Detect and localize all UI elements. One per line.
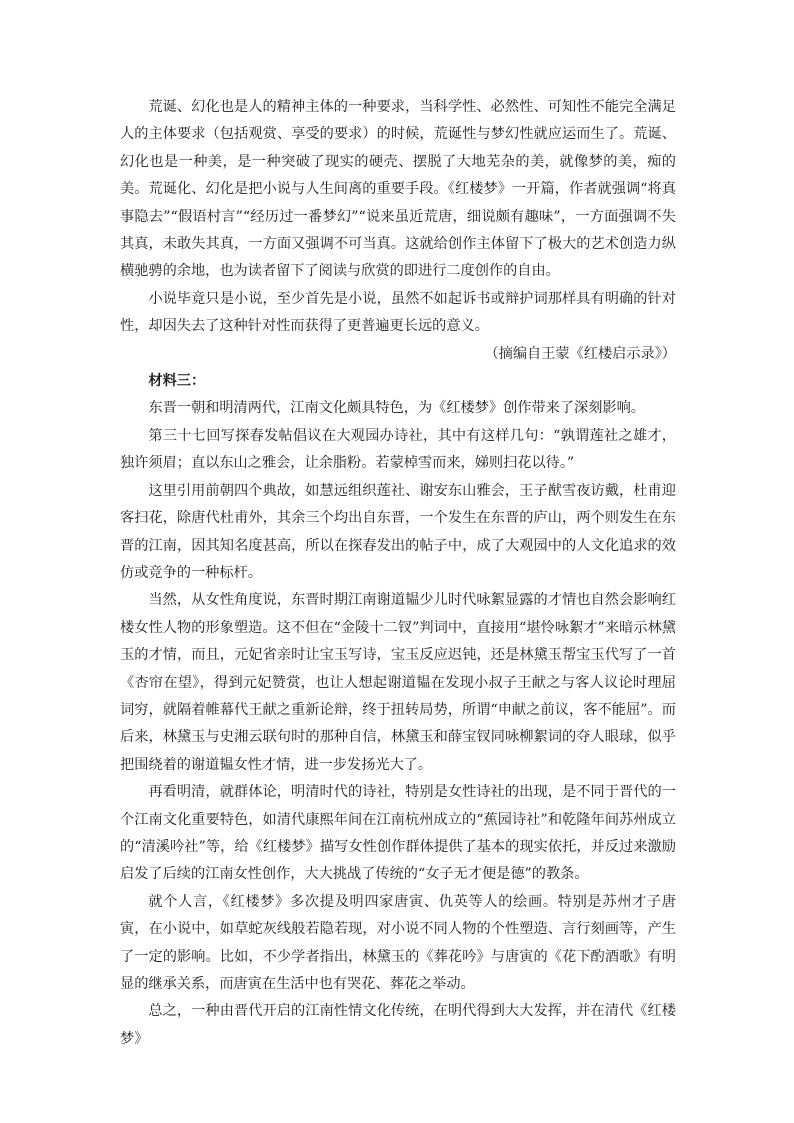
source-citation: （摘编自王蒙《红楼启示录》） <box>484 345 676 362</box>
body-paragraph: 这里引用前朝四个典故，如慧远组织莲社、谢安东山雅会，王子猷雪夜访戴，杜甫迎客扫花，除唐代杜甫外，其余三个均出自东晋，一个发生在东晋的庐山，两个则发生在东晋的江南，因其知名度甚高，所以在探春发出的帖子中，成了大观园中的人文化追求的效仿或竞争的一种标杆。 <box>120 482 676 581</box>
section-heading: 材料三： <box>148 373 206 390</box>
body-paragraph: 荒诞、幻化也是人的精神主体的一种要求，当科学性、必然性、可知性不能完全满足人的主体要求（包括观赏、享受的要求）的时候，荒诞性与梦幻性就应运而生了。荒诞、幻化也是一种美，是一种突破了现实的硬壳、摆脱了大地芜杂的美，就像梦的美，痴的美。荒诞化、幻化是把小说与人生间离的重要手段。《红楼梦》一开篇，作者就强调“将真事隐去”“假语村言”“经历过一番梦幻”“说来虽近荒唐，细说颇有趣味”，一方面强调不失其真，未敢失其真，一方面又强调不可当真。这就给创作主体留下了极大的艺术创造力纵横驰骋的余地，也为读者留下了阅读与欣赏的即进行二度创作的自由。 <box>120 99 676 280</box>
body-paragraph: 再看明清，就群体论，明清时代的诗社，特别是女性诗社的出现，是不同于晋代的一个江南文化重要特色，如清代康熙年间在江南杭州成立的“蕉园诗社”和乾隆年间苏州成立的“清溪吟社”等，给《红楼梦》描写女性创作群体提供了基本的现实依托，并反过来激励启发了后续的江南女性创作，大大挑战了传统的“女子无才便是德”的教条。 <box>120 784 676 883</box>
body-paragraph: 小说毕竟只是小说，至少首先是小说，虽然不如起诉书或辩护词那样具有明确的针对性，却因失去了这种针对性而获得了更普遍更长远的意义。 <box>120 290 676 335</box>
body-paragraph: 当然，从女性角度说，东晋时期江南谢道韫少儿时代咏絮显露的才情也自然会影响红楼女性人物的形象塑造。这不但在“金陵十二钗”判词中，直接用“堪怜咏絮才”来暗示林黛玉的才情，而且，元妃省亲时让宝玉写诗，宝玉反应迟钝，还是林黛玉帮宝玉代写了一首《杏帘在望》，得到元妃赞赏，也让人想起谢道韫在发现小叔子王献之与客人议论时理屈词穷，就隔着帷幕代王献之重新论辩，终于扭转局势，所谓“申献之前议，客不能屈”。而后来，林黛玉与史湘云联句时的那种自信，林黛玉和薛宝钗同咏柳絮词的夺人眼球，似乎把围绕着的谢道韫女性才情，进一步发扬光大了。 <box>120 592 676 773</box>
body-paragraph: 东晋一朝和明清两代，江南文化颇具特色，为《红楼梦》创作带来了深刻影响。 <box>148 400 645 417</box>
document-page <box>120 94 676 1053</box>
body-paragraph: 第三十七回写探春发帖倡议在大观园办诗社，其中有这样几句：“孰谓莲社之雄才，独许须眉；直以东山之雅会，让余脂粉。若蒙棹雪而来，娣则扫花以待。” <box>120 427 676 472</box>
body-paragraph: 总之，一种由晋代开启的江南性情文化传统，在明代得到大大发挥，并在清代《红楼梦》 <box>120 1003 676 1047</box>
body-paragraph: 就个人言，《红楼梦》多次提及明四家唐寅、仇英等人的绘画。特别是苏州才子唐寅，在小说中，如草蛇灰线般若隐若现，对小说不同人物的个性塑造、言行刻画等，产生了一定的影响。比如，不少学者指出，林黛玉的《葬花吟》与唐寅的《花下酌酒歌》有明显的继承关系，而唐寅在生活中也有哭花、葬花之举动。 <box>120 893 676 992</box>
